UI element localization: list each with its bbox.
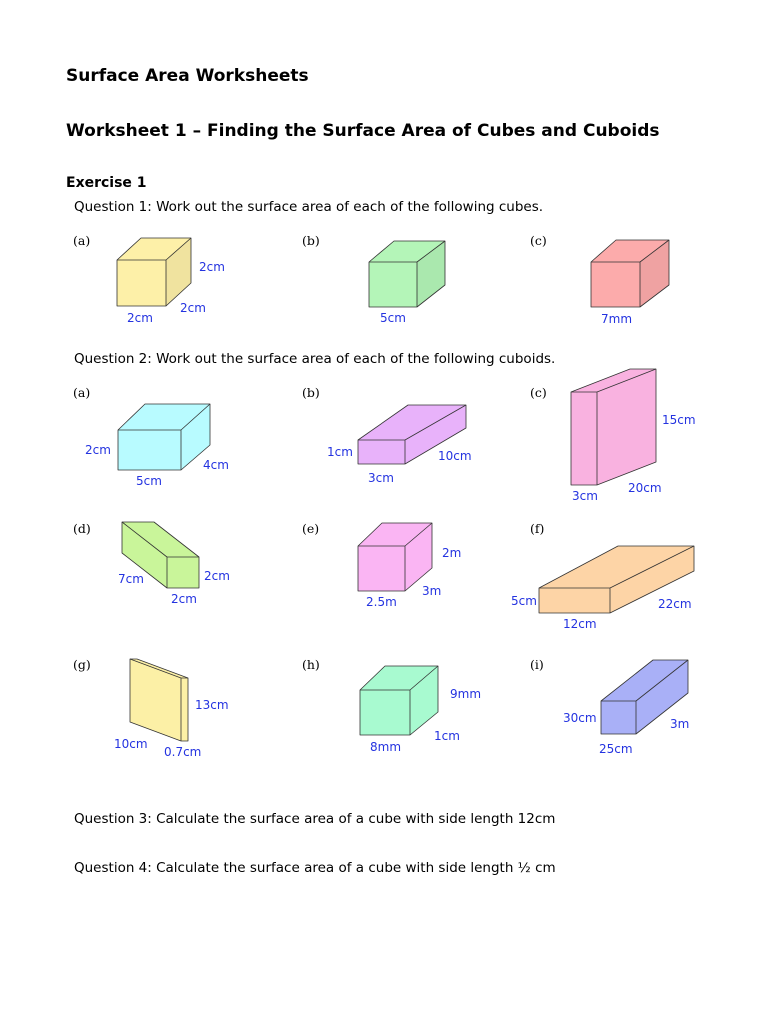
worksheet-title: Worksheet 1 – Finding the Surface Area of Cubes and Cuboids: [66, 121, 660, 141]
cuboid-c-shape: [571, 369, 656, 485]
cuboid-a-dim-depth: 4cm: [203, 458, 229, 472]
cuboid-e-dim-width: 2.5m: [366, 595, 397, 609]
exercise-heading: Exercise 1: [66, 175, 147, 191]
cube-c: [591, 240, 669, 307]
question-3: Question 3: Calculate the surface area of a cube with side length 12cm: [74, 811, 556, 827]
cube-c-dim: 7mm: [601, 312, 633, 326]
cube-a-dim-height: 2cm: [199, 260, 225, 274]
cuboid-e-shape: [358, 523, 432, 591]
cuboid-h-dim-depth: 1cm: [434, 729, 460, 743]
cuboid-e-dim-depth: 3m: [422, 584, 442, 598]
cuboid-e-dim-height: 2m: [442, 546, 462, 560]
cuboid-a-dim-width: 5cm: [136, 474, 162, 488]
cuboid-b-label: (b): [302, 385, 320, 400]
cuboid-h-dim-width: 8mm: [370, 740, 402, 754]
cube-b-label: (b): [302, 233, 320, 248]
cube-a-dim-depth: 2cm: [180, 301, 206, 315]
cuboid-a-shape: [118, 404, 210, 470]
cuboid-d-dim-depth: 7cm: [118, 572, 144, 586]
question-4: Question 4: Calculate the surface area of a cube with side length ½ cm: [74, 860, 556, 876]
cuboid-a-label: (a): [73, 385, 91, 400]
cuboid-g-dim-height: 13cm: [195, 698, 229, 712]
cuboid-f-label: (f): [530, 521, 545, 536]
cuboid-c: [571, 369, 656, 485]
cuboid-e-label: (e): [302, 521, 320, 536]
cuboid-h-label: (h): [302, 657, 320, 672]
cube-c-label: (c): [530, 233, 547, 248]
cuboid-b-dim-depth: 10cm: [438, 449, 472, 463]
page-title: Surface Area Worksheets: [66, 66, 309, 86]
cuboid-e: [358, 523, 432, 591]
cuboid-a: [118, 404, 210, 470]
cuboid-c-dim-depth: 20cm: [628, 481, 662, 495]
cube-b: [369, 241, 445, 307]
cuboid-d-dim-width: 2cm: [171, 592, 197, 606]
cuboid-h-dim-height: 9mm: [450, 687, 482, 701]
cuboid-i-dim-height: 30cm: [563, 711, 597, 725]
cuboid-g-shape: [130, 659, 188, 741]
cuboid-a-dim-height: 2cm: [85, 443, 111, 457]
cuboid-g-label: (g): [73, 657, 91, 672]
cuboid-g: [130, 659, 188, 741]
cuboid-b-dim-width: 3cm: [368, 471, 394, 485]
cuboid-c-dim-height: 15cm: [662, 413, 696, 427]
cuboid-h: [360, 666, 438, 735]
cuboid-g-dim-width: 0.7cm: [164, 745, 202, 759]
cuboid-f-dim-width: 12cm: [563, 617, 597, 631]
cuboid-c-dim-width: 3cm: [572, 489, 598, 503]
cube-a-label: (a): [73, 233, 91, 248]
cube-b-dim: 5cm: [380, 311, 406, 325]
question-2: Question 2: Work out the surface area of each of the following cuboids.: [74, 351, 556, 367]
cuboid-i-dim-width: 25cm: [599, 742, 633, 756]
cuboid-b-dim-height: 1cm: [327, 445, 353, 459]
cuboid-c-label: (c): [530, 385, 547, 400]
cuboid-d-dim-height: 2cm: [204, 569, 230, 583]
cube-a-dim-width: 2cm: [127, 311, 153, 325]
cuboid-g-dim-depth: 10cm: [114, 737, 148, 751]
cuboid-i-dim-depth: 3m: [670, 717, 690, 731]
cuboid-f-dim-depth: 22cm: [658, 597, 692, 611]
cube-a: [117, 238, 191, 306]
cuboid-i-label: (i): [530, 657, 544, 672]
question-1: Question 1: Work out the surface area of each of the following cubes.: [74, 199, 544, 215]
cuboid-d-label: (d): [73, 521, 91, 536]
cuboid-f-dim-height: 5cm: [511, 594, 537, 608]
